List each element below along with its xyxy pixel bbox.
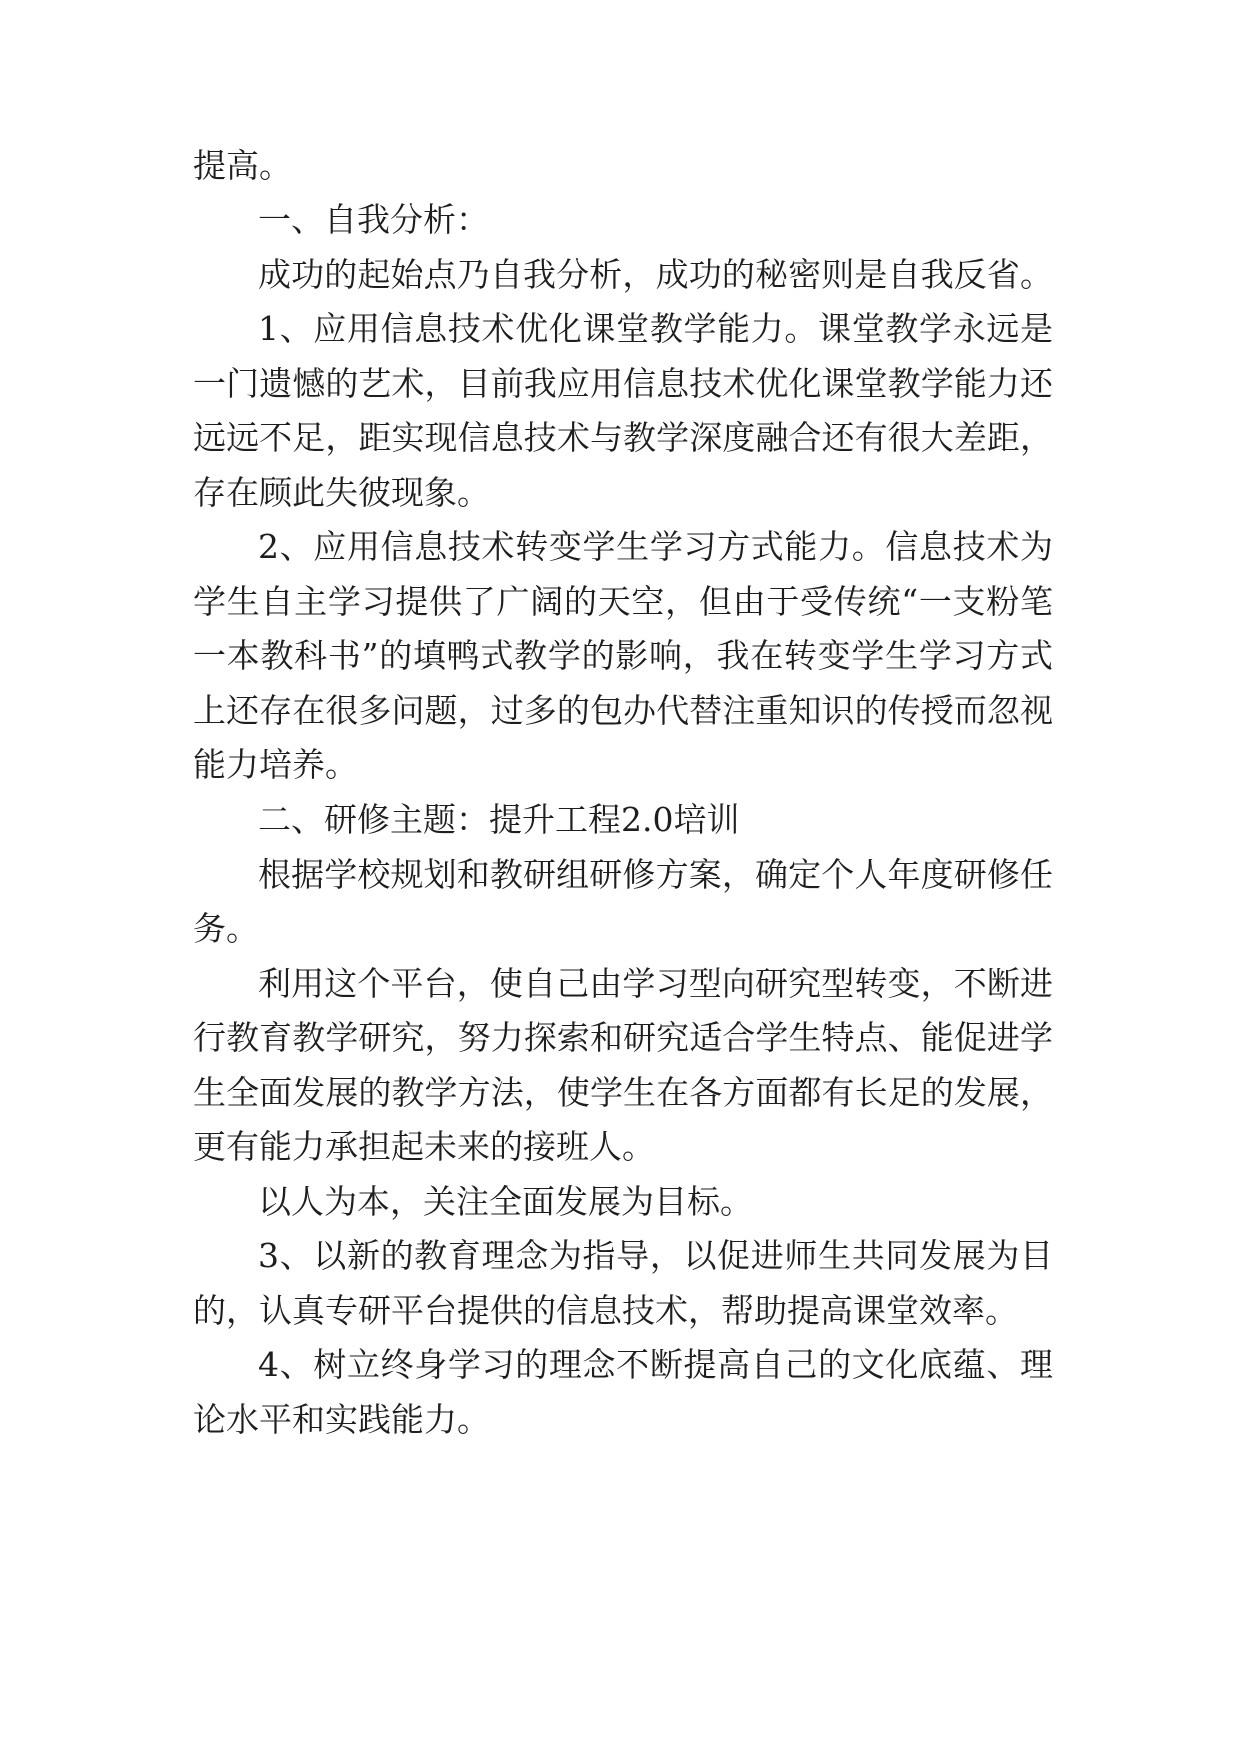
text-line: 的，认真专研平台提供的信息技术，帮助提高课堂效率。 <box>193 1291 1018 1330</box>
text-line: 一门遗憾的艺术，目前我应用信息技术优化课堂教学能力还 <box>193 364 1053 403</box>
section-heading: 二、研修主题：提升工程2.0培训 <box>258 800 740 839</box>
text-line: 远远不足，距实现信息技术与教学深度融合还有很大差距， <box>193 418 1053 457</box>
text-line: 存在顾此失彼现象。 <box>193 473 490 512</box>
section-heading: 一、自我分析： <box>258 200 489 239</box>
text-line: 提高。 <box>193 146 292 185</box>
text-line: 利用这个平台，使自己由学习型向研究型转变，不断进 <box>258 964 1053 1003</box>
text-line: 1、应用信息技术优化课堂教学能力。课堂教学永远是 <box>258 309 1053 348</box>
text-line: 3、以新的教育理念为指导，以促进师生共同发展为目 <box>258 1236 1053 1275</box>
text-line: 能力培养。 <box>193 745 358 784</box>
text-line: 论水平和实践能力。 <box>193 1400 490 1439</box>
text-line: 成功的起始点乃自我分析，成功的秘密则是自我反省。 <box>258 255 1053 294</box>
text-line: 生全面发展的教学方法，使学生在各方面都有长足的发展， <box>193 1073 1053 1112</box>
text-line: 务。 <box>193 909 259 948</box>
text-line: 更有能力承担起未来的接班人。 <box>193 1127 655 1166</box>
text-line: 学生自主学习提供了广阔的天空，但由于受传统“一支粉笔 <box>193 582 1053 621</box>
text-line: 2、应用信息技术转变学生学习方式能力。信息技术为 <box>258 527 1053 566</box>
text-line: 根据学校规划和教研组研修方案，确定个人年度研修任 <box>258 855 1053 894</box>
text-line: 以人为本，关注全面发展为目标。 <box>258 1182 753 1221</box>
text-line: 一本教科书”的填鸭式教学的影响，我在转变学生学习方式 <box>193 636 1053 675</box>
text-line: 4、树立终身学习的理念不断提高自己的文化底蕴、理 <box>258 1345 1053 1384</box>
text-line: 上还存在很多问题，过多的包办代替注重知识的传授而忽视 <box>193 691 1053 730</box>
text-line: 行教育教学研究，努力探索和研究适合学生特点、能促进学 <box>193 1018 1053 1057</box>
